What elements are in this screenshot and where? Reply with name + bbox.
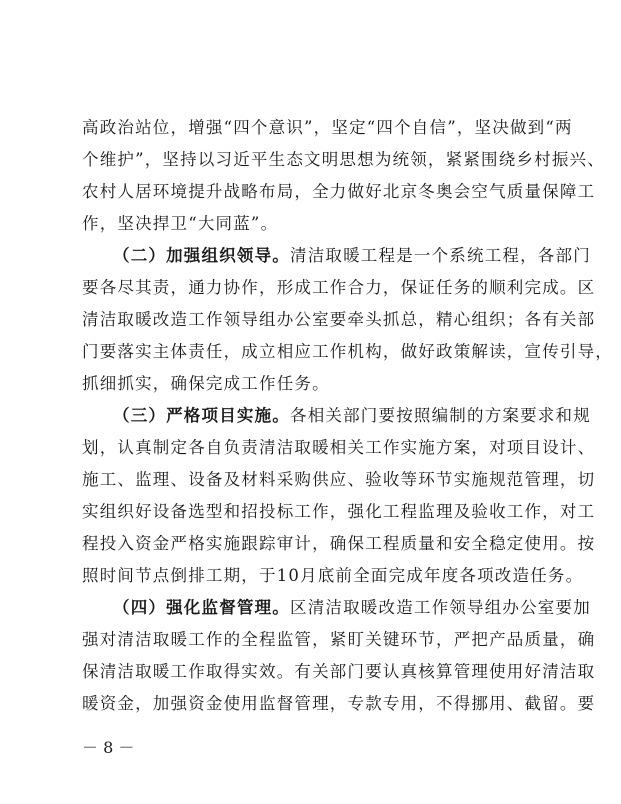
paragraph-line: 清洁取暖改造工作领导组办公室要牵头抓总，精心组织；各有关部	[82, 310, 596, 329]
page-number: － 8 －	[82, 738, 135, 757]
section-3-first-line	[113, 405, 591, 427]
paragraph-line: 门要落实主体责任，成立相应工作机构，做好政策解读，宣传引导，	[82, 342, 613, 361]
section-3-first-text: 各相关部门要按照编制的方案要求和规	[290, 406, 591, 425]
section-2-first-line	[113, 245, 591, 267]
section-4-heading: （四）强化监督管理。	[113, 598, 290, 617]
paragraph-line: 抓细抓实，确保完成工作任务。	[82, 374, 330, 393]
section-2-heading: （二）加强组织领导。	[113, 246, 290, 265]
paragraph-line: 高政治站位，增强“四个意识”，坚定“四个自信”，坚决做到“两	[82, 118, 573, 137]
paragraph-line: 施工、监理、设备及材料采购供应、验收等环节实施规范管理，切	[82, 470, 596, 489]
paragraph-line: 要各尽其责，通力协作，形成工作合力，保证任务的顺利完成。区	[82, 278, 596, 297]
section-2-first-text: 清洁取暖工程是一个系统工程，各部门	[290, 246, 591, 265]
paragraph-line: 暖资金，加强资金使用监督管理，专款专用，不得挪用、截留。要	[82, 694, 596, 713]
paragraph-line: 程投入资金严格实施跟踪审计，确保工程质量和安全稳定使用。按	[82, 534, 596, 553]
paragraph-line: 照时间节点倒排工期，于10月底前全面完成年度各项改造任务。	[82, 566, 584, 585]
paragraph-line: 划，认真制定各自负责清洁取暖相关工作实施方案，对项目设计、	[82, 438, 596, 457]
paragraph-line: 实组织好设备选型和招投标工作，强化工程监理及验收工作，对工	[82, 502, 596, 521]
section-4-first-text: 区清洁取暖改造工作领导组办公室要加	[290, 598, 591, 617]
paragraph-line: 强对清洁取暖工作的全程监管，紧盯关键环节，严把产品质量，确	[82, 630, 596, 649]
paragraph-line: 保清洁取暖工作取得实效。有关部门要认真核算管理使用好清洁取	[82, 662, 596, 681]
paragraph-line: 个维护”，坚持以习近平生态文明思想为统领，紧紧围绕乡村振兴、	[82, 150, 605, 169]
section-3-heading: （三）严格项目实施。	[113, 406, 290, 425]
paragraph-line: 农村人居环境提升战略布局，全力做好北京冬奥会空气质量保障工	[82, 182, 596, 201]
section-4-first-line	[113, 597, 591, 619]
paragraph-line: 作，坚决捍卫“大同蓝”。	[82, 214, 279, 233]
